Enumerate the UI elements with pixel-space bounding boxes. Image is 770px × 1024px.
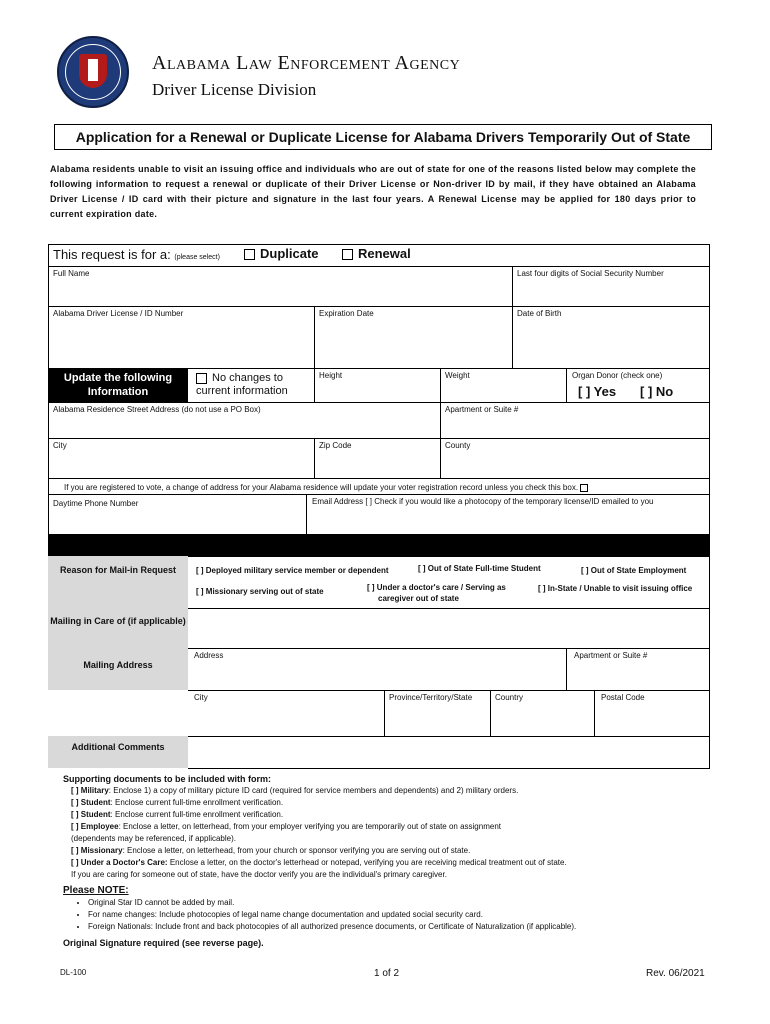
- signature-note: Original Signature required (see reverse page).: [63, 938, 264, 948]
- street-address-field[interactable]: Alabama Residence Street Address (do not use a PO Box): [53, 405, 261, 414]
- city-field[interactable]: City: [53, 441, 67, 450]
- revision-date: Rev. 06/2021: [646, 968, 705, 979]
- ssn-field[interactable]: Last four digits of Social Security Number: [517, 269, 664, 278]
- full-name-field[interactable]: Full Name: [53, 269, 90, 278]
- form-number: DL-100: [60, 968, 87, 977]
- reason-military-checkbox[interactable]: [ ] Deployed military service member or dependent: [196, 566, 389, 575]
- email-field[interactable]: Email Address [ ] Check if you would like a photocopy of the temporary license/ID emailed to you: [312, 497, 654, 506]
- weight-field[interactable]: Weight: [445, 371, 470, 380]
- additional-comments-label: Additional Comments: [48, 736, 188, 768]
- dob-field[interactable]: Date of Birth: [517, 309, 562, 318]
- checkbox-icon: [342, 249, 353, 260]
- reason-doctor-continued: caregiver out of state: [378, 594, 459, 603]
- checkbox-icon: [244, 249, 255, 260]
- agency-seal-icon: [57, 36, 129, 108]
- no-changes-checkbox[interactable]: No changes to current information: [196, 372, 288, 397]
- page-number: 1 of 2: [374, 968, 400, 979]
- intro-text: Alabama residents unable to visit an issuing office and individuals who are out of state for one of the reasons listed below may complete the following information to request a renewal or duplicate of their Driver License or Non-driver ID by mail, if they have obtained an Alabama Driver License / ID card with their picture and signature in the last four years. A Renewal License may be applied for 180 days prior to current expiration date.: [50, 164, 696, 219]
- request-type-label: This request is for a: (please select): [53, 247, 220, 262]
- apartment-field[interactable]: Apartment or Suite #: [445, 405, 519, 414]
- renewal-checkbox[interactable]: Renewal: [342, 246, 411, 261]
- reason-doctor-checkbox[interactable]: [ ] Under a doctor's care / Serving as: [367, 583, 506, 592]
- expiration-field[interactable]: Expiration Date: [319, 309, 374, 318]
- reason-instate-checkbox[interactable]: [ ] In-State / Unable to visit issuing office: [538, 584, 693, 593]
- county-field[interactable]: County: [445, 441, 471, 450]
- form-title: Application for a Renewal or Duplicate License for Alabama Drivers Temporarily Out of State: [54, 124, 712, 150]
- supporting-documents: Supporting documents to be included with form: [ ] Military: Enclose 1) a copy of military picture ID card (required for service members and dependents) and 2) military orders. [ ] Student: Enclose current full-time enrollment verification. [ ] Student: Enclose current full-time enrollment verification. [ ] Employee: Enclose a letter, on letterhead, from your employer verifying you are temporarily out of state on assignment (dependents may be referenced, if applicable). [ ] Missionary: Enclose a letter, on letterhead, from your church or sponsor verifying you are serving out of state. [ ] Under a Doctor's Care: Enclose a letter, on the doctor's letterhead or notepad, verifying you are receiving medical treatment out of state. If you are caring for someone out of state, have the doctor verify you are the individual's primary caregiver.: [63, 774, 567, 879]
- reason-missionary-checkbox[interactable]: [ ] Missionary serving out of state: [196, 587, 324, 596]
- mailing-apartment-field[interactable]: Apartment or Suite #: [574, 651, 648, 660]
- reason-student-checkbox[interactable]: [ ] Out of State Full-time Student: [418, 564, 541, 573]
- mailing-province-field[interactable]: Province/Territory/State: [389, 693, 473, 702]
- care-of-label: Mailing in Care of (if applicable): [48, 608, 188, 648]
- organ-no-checkbox[interactable]: [ ] No: [640, 384, 674, 399]
- organ-donor-label: Organ Donor (check one): [572, 371, 663, 380]
- mailing-postal-field[interactable]: Postal Code: [601, 693, 645, 702]
- mailing-country-field[interactable]: Country: [495, 693, 524, 702]
- dl-number-field[interactable]: Alabama Driver License / ID Number: [53, 309, 184, 318]
- voter-note[interactable]: If you are registered to vote, a change of address for your Alabama residence will update your voter registration record unless you check this box.: [64, 483, 593, 492]
- update-info-label: Update the following Information: [48, 368, 188, 402]
- section-divider: [48, 534, 710, 556]
- mailing-city-field[interactable]: City: [194, 693, 208, 702]
- checkbox-icon: [580, 484, 588, 492]
- duplicate-checkbox[interactable]: Duplicate: [244, 246, 319, 261]
- mailing-address-label: Mailing Address: [48, 648, 188, 690]
- checkbox-icon: [196, 373, 207, 384]
- phone-field[interactable]: Daytime Phone Number: [53, 499, 139, 508]
- mailing-address-field[interactable]: Address: [194, 651, 224, 660]
- agency-name: Alabama Law Enforcement Agency: [152, 52, 461, 74]
- please-note: Please NOTE: • Original Star ID cannot be added by mail. • For name changes: Include photocopies of legal name change documentation and updated social security card. • Foreign Nationals: Include front and back photocopies of all authorized presence documents, or Certificate of Naturalization (if applicable).: [63, 885, 723, 933]
- reason-label: Reason for Mail-in Request: [48, 556, 188, 608]
- division-name: Driver License Division: [152, 80, 317, 99]
- zip-field[interactable]: Zip Code: [319, 441, 352, 450]
- organ-yes-checkbox[interactable]: [ ] Yes: [578, 384, 617, 399]
- height-field[interactable]: Height: [319, 371, 343, 380]
- reason-employment-checkbox[interactable]: [ ] Out of State Employment: [581, 566, 687, 575]
